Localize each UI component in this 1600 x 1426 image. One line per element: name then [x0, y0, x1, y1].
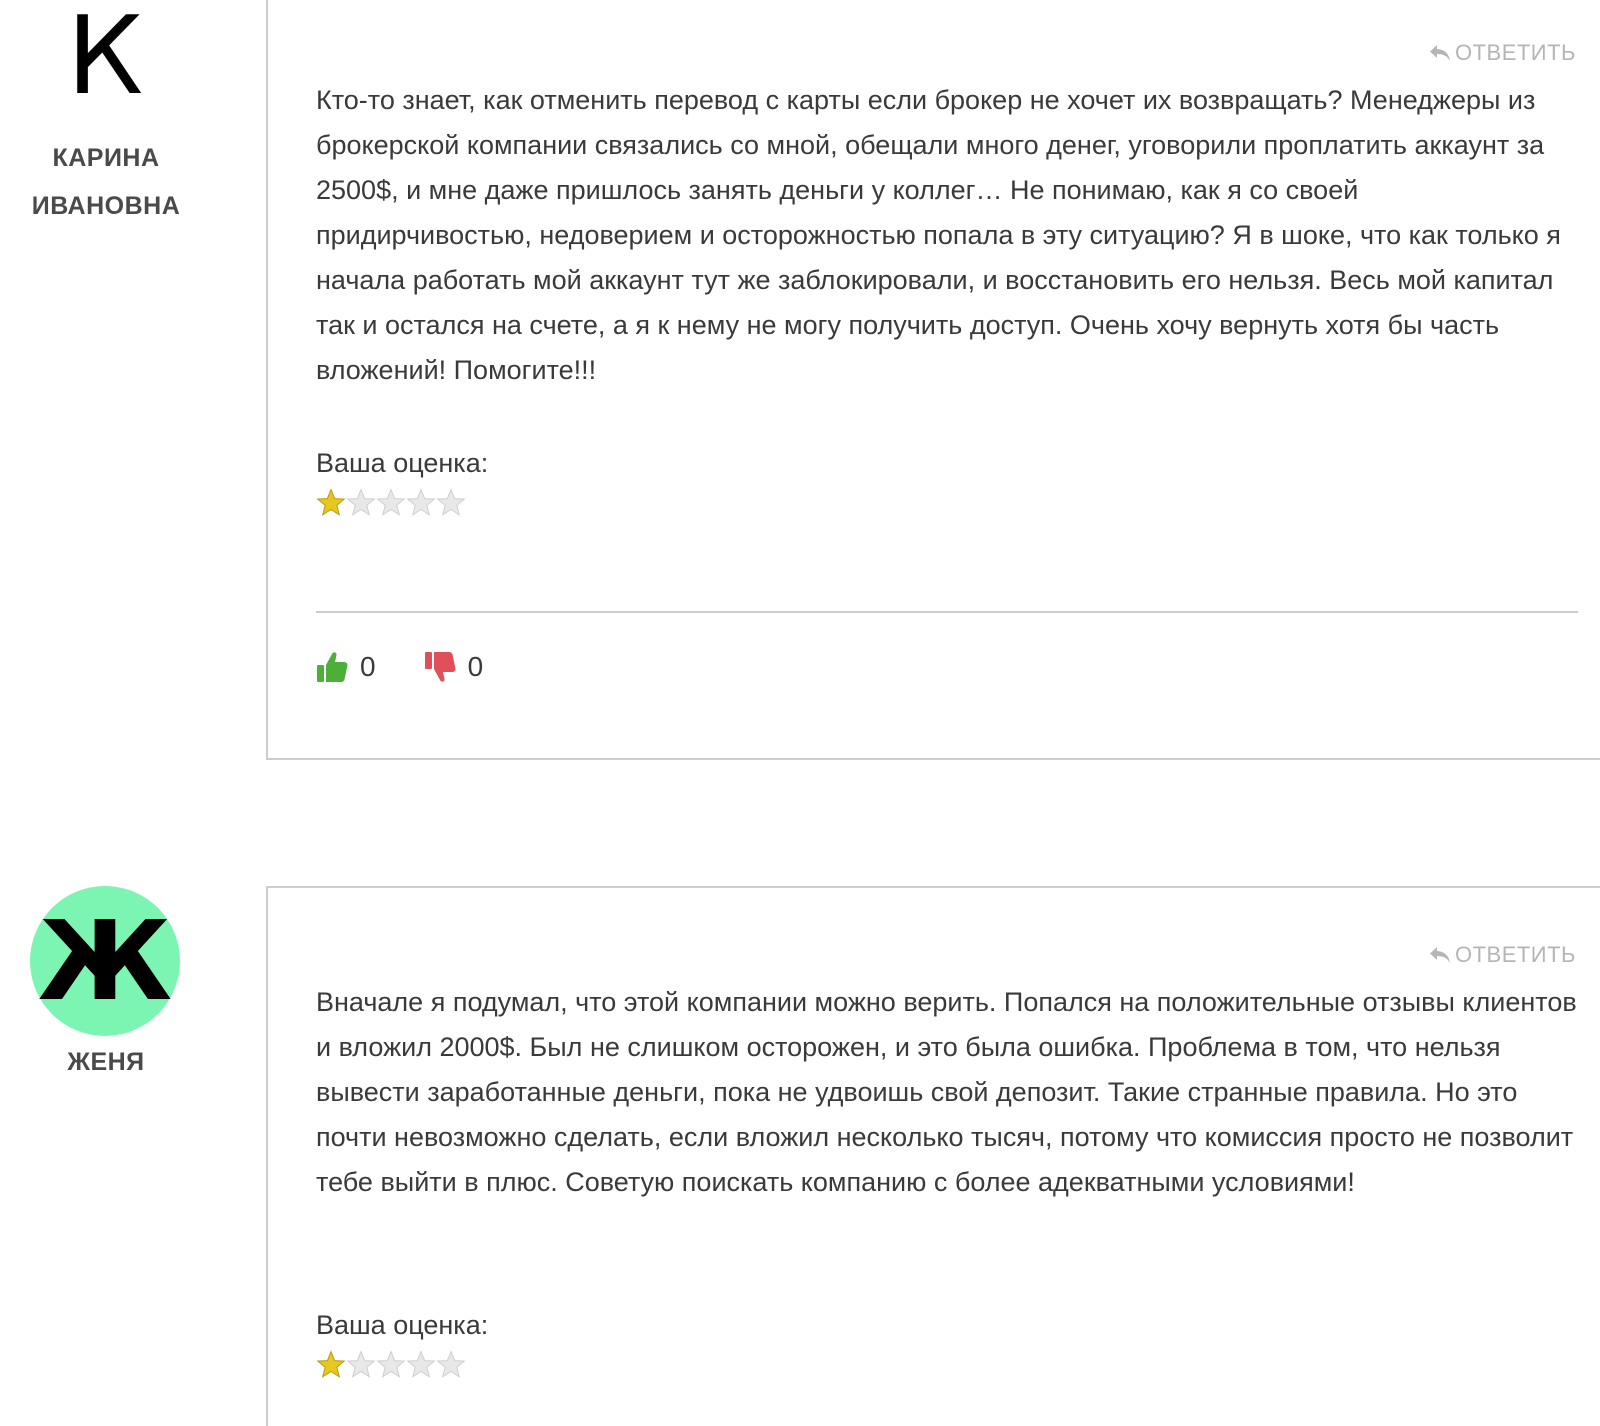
- comment-box: [266, 886, 1600, 1426]
- avatar: [30, 886, 180, 1036]
- author-name-line-2: ИВАНОВНА: [31, 192, 181, 220]
- avatar: [30, 0, 180, 132]
- author-name: [0, 134, 212, 230]
- comment-text: Вначале я подумал, что этой компании можно верить. Попался на положительные отзывы клиентов и вложил 2000$. Был не слишком осторожен, и это была ошибка. Проблема в том, что нельзя вывести заработанные деньги, пока не удвоишь свой депозит. Такие странные правила. Но это почти невозможно сделать, если вложил несколько тысяч, потому что комиссия просто не позволит тебе выйти в плюс. Советую поискать компанию с более адекватными условиями!: [316, 987, 1577, 1197]
- comment-2: [0, 886, 1600, 1389]
- star-empty-icon[interactable]: [376, 1350, 406, 1380]
- divider: [316, 611, 1578, 613]
- rating-stars[interactable]: [316, 1350, 466, 1380]
- star-empty-icon[interactable]: [406, 1350, 436, 1380]
- comment-box: [266, 0, 1600, 760]
- star-empty-icon[interactable]: [376, 488, 406, 518]
- avatar-letter: К: [66, 0, 144, 119]
- reply-arrow-icon: [1428, 944, 1452, 966]
- reply-button[interactable]: [1428, 40, 1576, 66]
- vote-bar: [316, 650, 531, 684]
- like-button[interactable]: [316, 650, 376, 684]
- star-filled-icon[interactable]: [316, 488, 346, 518]
- comment-author: [0, 886, 212, 1106]
- star-empty-icon[interactable]: [436, 488, 466, 518]
- reply-button[interactable]: [1428, 942, 1576, 968]
- star-empty-icon[interactable]: [346, 488, 376, 518]
- star-empty-icon[interactable]: [346, 1350, 376, 1380]
- author-name-line-1: ЖЕНЯ: [67, 1048, 145, 1076]
- like-count: 0: [360, 651, 376, 682]
- reply-label: ОТВЕТИТЬ: [1454, 942, 1576, 967]
- star-empty-icon[interactable]: [406, 488, 436, 518]
- comment-text: Кто-то знает, как отменить перевод с карты если брокер не хочет их возвращать? Менеджеры из брокерской компании связались со мной, обещали много денег, уговорили проплатить аккаунт за 2500$, и мне даже пришлось занять деньги у коллег… Не понимаю, как я со своей придирчивостью, недоверием и осторожностью попала в эту ситуацию? Я в шоке, что как только я начала работать мой аккаунт тут же заблокировали, и восстановить его нельзя. Весь мой капитал так и остался на счете, а я к нему не могу получить доступ. Очень хочу вернуть хотя бы часть вложений! Помогите!!!: [316, 85, 1561, 385]
- avatar-letter: Ж: [37, 897, 173, 1025]
- star-filled-icon[interactable]: [316, 1350, 346, 1380]
- rating-label: Ваша оценка:: [316, 448, 489, 478]
- reply-arrow-icon: [1428, 42, 1452, 64]
- star-empty-icon[interactable]: [436, 1350, 466, 1380]
- dislike-count: 0: [467, 651, 484, 682]
- author-name-line-1: КАРИНА: [52, 144, 160, 172]
- rating-label: Ваша оценка:: [316, 1310, 489, 1340]
- dislike-button[interactable]: [424, 650, 484, 684]
- author-name: [0, 1038, 212, 1086]
- thumbs-down-icon: [424, 650, 456, 684]
- rating-stars[interactable]: [316, 488, 466, 518]
- thumbs-up-icon: [316, 650, 348, 684]
- comment-author: [0, 0, 212, 240]
- reply-label: ОТВЕТИТЬ: [1454, 40, 1576, 65]
